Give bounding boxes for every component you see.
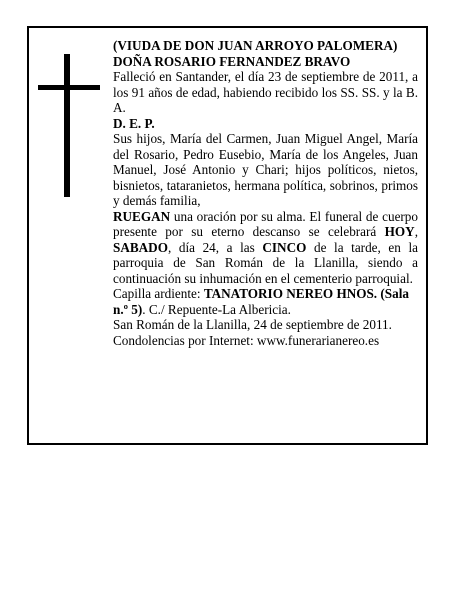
widow-line: (VIUDA DE DON JUAN ARROYO PALOMERA) xyxy=(113,38,398,53)
sabado-word: SABADO xyxy=(113,239,168,255)
cross-icon xyxy=(38,54,100,197)
funeral-paragraph xyxy=(113,209,418,287)
cross-horizontal-bar xyxy=(38,85,100,90)
condolences-line: Condolencias por Internet: www.funerarianereo.es xyxy=(113,332,380,348)
family-list: Sus hijos, María del Carmen, Juan Miguel Angel, María del Rosario, Pedro Eusebio, María de los Angeles, Juan Manuel, José Antonio y Chari; hijos políticos, nietos, bisnietos, tataranietos, hermana política, sobrinos, primos y demás familia, xyxy=(113,131,418,208)
obituary-text xyxy=(113,38,418,348)
cross-vertical-bar xyxy=(64,54,70,197)
tanatorio-address: . C./ Repuente-La Albericia. xyxy=(142,301,291,317)
capilla-paragraph xyxy=(113,286,418,317)
ruegan-word: RUEGAN xyxy=(113,208,171,224)
day-text: , día 24, a las xyxy=(167,239,263,255)
ruegan-text: una oración por su alma. El funeral de cuerpo presente por su eterno descanso se celebrará xyxy=(113,208,418,239)
capilla-label: Capilla ardiente: xyxy=(113,286,204,301)
hoy-word: HOY xyxy=(384,224,415,239)
dep-line: D. E. P. xyxy=(113,115,155,131)
place-date: San Román de la Llanilla, 24 de septiembre de 2011. xyxy=(113,317,392,332)
deceased-name: DOÑA ROSARIO FERNANDEZ BRAVO xyxy=(113,53,351,69)
comma-space: , xyxy=(414,224,418,239)
cinco-word: CINCO xyxy=(262,239,307,255)
tanatorio-name: TANATORIO NEREO HNOS. (Sala n.º 5) xyxy=(113,286,409,317)
death-info: Falleció en Santander, el día 23 de septiembre de 2011, a los 91 años de edad, habiendo recibido los SS. SS. y la B. A. xyxy=(113,69,418,115)
funeral-rest: de la tarde, en la parroquia de San Román de la Llanilla, siendo a continuación su inhumación en el cementerio parroquial. xyxy=(113,239,418,286)
